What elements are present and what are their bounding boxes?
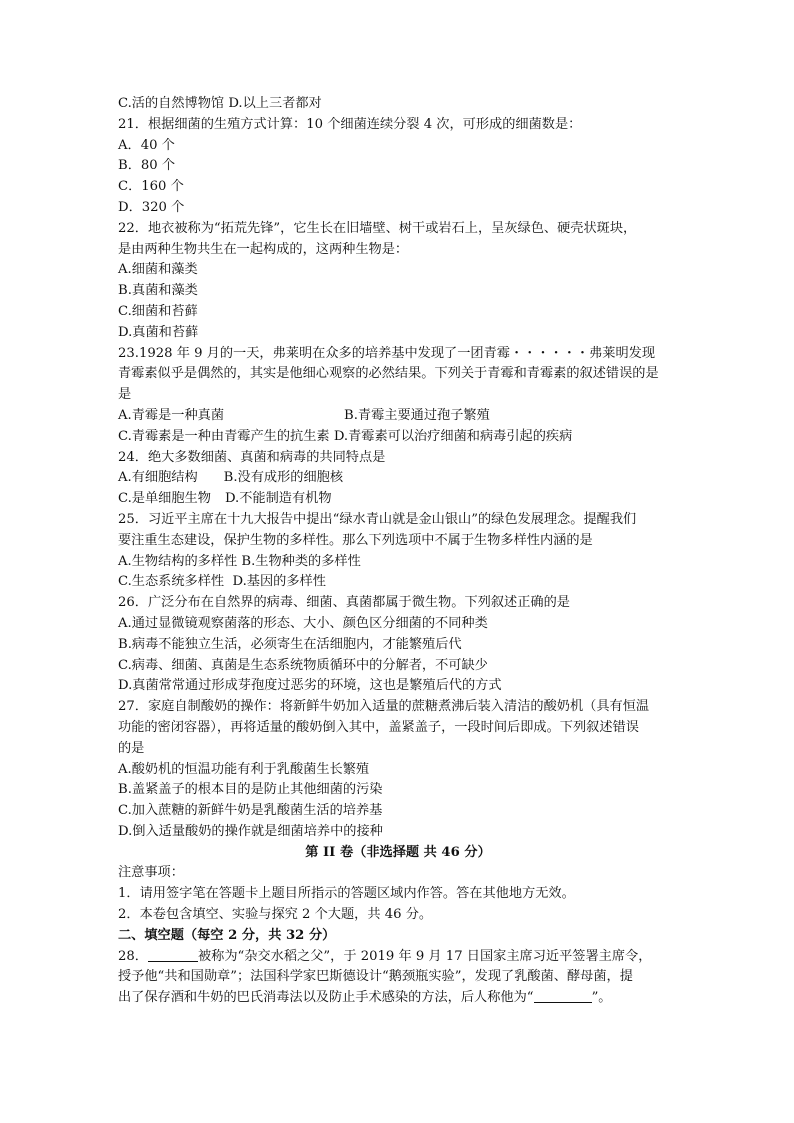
q24-options-ab <box>118 468 678 489</box>
q28-blank-1[interactable] <box>148 947 198 962</box>
q22-stem-line2: 是由两种生物共生在一起构成的，这两种生物是： <box>118 241 409 257</box>
q23-stem-line3: 是 <box>118 387 132 403</box>
q26-option-d: D.真菌常常通过形成芽孢度过恶劣的环境，这也是繁殖后代的方式 <box>118 678 502 694</box>
q23-stem-line1: 23.1928 年 9 月的一天，弗莱明在众多的培养基中发现了一团青霉・・・・・・弗莱明发现 <box>118 345 656 361</box>
q21-option-b: B．80 个 <box>118 158 176 174</box>
exam-page <box>118 94 678 1009</box>
q25-stem-line1: 25．习近平主席在十九大报告中提出“绿水青山就是金山银山”的绿色发展理念。提醒我们 <box>118 511 637 527</box>
q25-option-b: B.生物种类的多样性 <box>241 553 361 569</box>
q25-option-a: A.生物结构的多样性 <box>118 553 238 569</box>
q28-line3-end: ”。 <box>591 990 612 1006</box>
q24-option-d: D.不能制造有机物 <box>224 491 332 507</box>
q27-option-b: B.盖紧盖子的根本目的是防止其他细菌的污染 <box>118 782 383 798</box>
section2-title: 第 II 卷（非选择题 共 46 分） <box>305 844 491 860</box>
q24-option-a: A.有细胞结构 <box>118 470 198 486</box>
q27-stem-line3: 的是 <box>118 740 145 756</box>
notes-heading: 注意事项： <box>118 865 184 881</box>
q25-stem-line2: 要注重生态建设，保护生物的多样性。那么下列选项中不属于生物多样性内涵的是 <box>118 532 593 548</box>
q28-line3-text: 出了保存酒和牛奶的巴氏消毒法以及防止手术感染的方法，后人称他为“ <box>118 990 534 1006</box>
q26-option-a: A.通过显微镜观察菌落的形态、大小、颜色区分细菌的不同种类 <box>118 615 488 631</box>
q20-options-cd: C.活的自然博物馆 D.以上三者都对 <box>118 96 322 111</box>
q21-option-d: D．320 个 <box>118 199 185 215</box>
q24-options-cd <box>118 489 678 510</box>
q23-option-b: B.青霉主要通过孢子繁殖 <box>344 407 490 423</box>
q21-option-c: C．160 个 <box>118 179 184 195</box>
q27-option-d: D.倒入适量酸奶的操作就是细菌培养中的接种 <box>118 823 383 839</box>
fill-section-title: 二、填空题（每空 2 分，共 32 分） <box>118 927 336 943</box>
q25-options-ab <box>118 552 678 573</box>
q23-options-ab <box>118 406 678 427</box>
q23-options-cd: C.青霉素是一种由青霉产生的抗生素 D.青霉素可以治疗细菌和病毒引起的疾病 <box>118 428 573 444</box>
q25-option-c: C.生态系统多样性 <box>118 574 225 590</box>
note-2: 2．本卷包含填空、实验与探究 2 个大题，共 46 分。 <box>118 907 433 923</box>
q26-option-c: C.病毒、细菌、真菌是生态系统物质循环中的分解者，不可缺少 <box>118 657 488 673</box>
q22-stem-line1: 22．地衣被称为“拓荒先锋”，它生长在旧墙壁、树干或岩石上，呈灰绿色、硬壳状斑块， <box>118 220 637 236</box>
q26-stem: 26．广泛分布在自然界的病毒、细菌、真菌都属于微生物。下列叙述正确的是 <box>118 595 570 611</box>
q21-option-a: A．40 个 <box>118 137 175 153</box>
q28-line2: 授予他“共和国勋章”；法国科学家巴斯德设计“鹅颈瓶实验”，发现了乳酸菌、酵母菌，提 <box>118 969 633 985</box>
note-1: 1．请用签字笔在答题卡上题目所指示的答题区域内作答。答在其他地方无效。 <box>118 886 575 902</box>
q26-option-b: B.病毒不能独立生活，必须寄生在活细胞内，才能繁殖后代 <box>118 636 462 652</box>
q22-option-b: B.真菌和藻类 <box>118 283 198 299</box>
q25-options-cd <box>118 572 678 593</box>
q28-line1 <box>118 947 678 968</box>
q28-line1-text: 被称为“杂交水稻之父”，于 2019 年 9 月 17 日国家主席习近平签署主席令， <box>197 948 652 964</box>
q24-option-b: B.没有成形的细胞核 <box>223 470 344 486</box>
q25-option-d: D.基因的多样性 <box>232 574 326 590</box>
q27-stem-line2: 功能的密闭容器），再将适量的酸奶倒入其中，盖紧盖子，一段时间后即成。下列叙述错误 <box>118 719 639 735</box>
q23-option-a: A.青霉是一种真菌 <box>118 407 225 423</box>
q28-blank-2[interactable] <box>534 988 592 1003</box>
q27-option-c: C.加入蔗糖的新鲜牛奶是乳酸菌生活的培养基 <box>118 803 383 819</box>
q22-option-d: D.真菌和苔藓 <box>118 324 199 340</box>
q23-stem-line2: 青霉素似乎是偶然的，其实是他细心观察的必然结果。下列关于青霉和青霉素的叙述错误的是 <box>118 366 659 382</box>
q27-option-a: A.酸奶机的恒温功能有利于乳酸菌生长繁殖 <box>118 761 370 777</box>
q22-option-a: A.细菌和藻类 <box>118 262 198 278</box>
q24-stem: 24．绝大多数细菌、真菌和病毒的共同特点是 <box>118 449 386 465</box>
q28-line3 <box>118 988 678 1009</box>
q24-option-c: C.是单细胞生物 <box>118 491 211 507</box>
q27-stem-line1: 27．家庭自制酸奶的操作：将新鲜牛奶加入适量的蔗糖煮沸后装入清洁的酸奶机（具有恒温 <box>118 699 650 715</box>
q21-stem: 21．根据细菌的生殖方式计算：10 个细菌连续分裂 4 次，可形成的细菌数是： <box>118 116 582 132</box>
q28-number: 28． <box>118 948 148 964</box>
q22-option-c: C.细菌和苔藓 <box>118 303 198 319</box>
